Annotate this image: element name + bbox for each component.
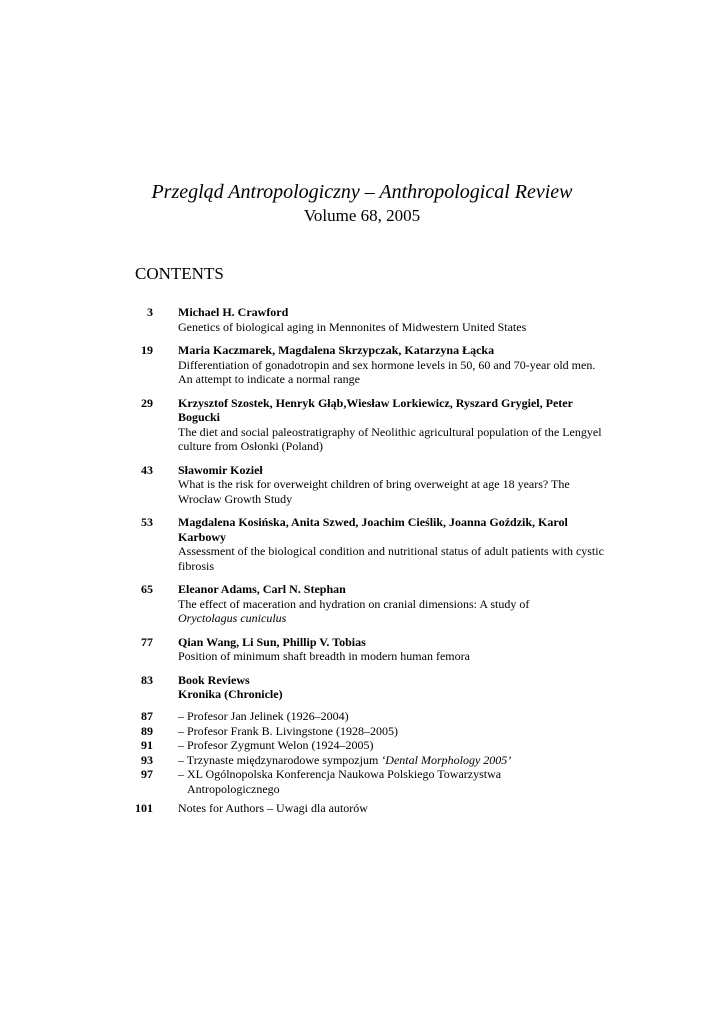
- page-number: 89: [141, 723, 153, 738]
- entry-title: Differentiation of gonadotropin and sex hormone levels in 50, 60 and 70-year old men. An attempt to indicate a normal range: [178, 357, 596, 386]
- contents-list: [0, 305, 724, 696]
- entry-authors: Book Reviews: [178, 672, 250, 687]
- chronicle-text: – Profesor Frank B. Livingstone (1928–2005): [178, 723, 398, 738]
- notes-text: Notes for Authors – Uwagi dla autorów: [178, 801, 368, 815]
- entry-authors: Michael H. Crawford: [178, 305, 289, 319]
- chronicle-list: [0, 709, 724, 796]
- entry-title: The effect of maceration and hydration on cranial dimensions: A study of: [178, 596, 530, 611]
- list-item: [0, 582, 724, 626]
- notes-entry: [0, 801, 724, 816]
- page-number: 91: [141, 738, 153, 752]
- page-number: 3: [147, 305, 153, 319]
- list-item: [0, 635, 724, 664]
- chronicle-text: – Trzynaste międzynarodowe sympozjum: [178, 752, 382, 767]
- page-number: 101: [135, 801, 153, 815]
- journal-title: Przegląd Antropologiczny – Anthropological Review: [151, 181, 573, 203]
- list-item: [0, 396, 724, 454]
- entry-title: Assessment of the biological condition and nutritional status of adult patients with cystic fibrosis: [178, 544, 604, 573]
- list-item: [0, 753, 724, 768]
- volume-info: Volume 68, 2005: [303, 206, 421, 225]
- entry-title: What is the risk for overweight children of bring overweight at age 18 years? The Wrocław Growth Study: [178, 477, 570, 506]
- chronicle-text-continued: Antropologicznego: [187, 781, 280, 796]
- list-item: [0, 724, 724, 739]
- list-item: [0, 738, 724, 753]
- page-number: 65: [141, 582, 153, 596]
- page-number: 97: [141, 767, 153, 781]
- page-number: 77: [141, 634, 153, 649]
- entry-title-italic: Oryctolagus cuniculus: [178, 611, 287, 625]
- page-number: 43: [141, 462, 153, 477]
- chronicle-text: – Profesor Jan Jelinek (1926–2004): [178, 709, 349, 723]
- chronicle-text: – Profesor Zygmunt Welon (1924–2005): [178, 738, 374, 752]
- page-number: 19: [141, 343, 153, 357]
- list-item: [0, 767, 724, 796]
- page-number: 93: [141, 752, 153, 767]
- chronicle-entry: [178, 753, 608, 768]
- list-item: [0, 709, 724, 724]
- list-item: [0, 673, 724, 688]
- chronicle-heading: Kronika (Chronicle): [178, 687, 283, 701]
- entry-authors: Qian Wang, Li Sun, Phillip V. Tobias: [178, 634, 366, 649]
- entry-title: Genetics of biological aging in Mennonites of Midwestern United States: [178, 319, 527, 334]
- page-number: 87: [141, 709, 153, 723]
- entry-authors: Sławomir Kozieł: [178, 462, 263, 477]
- list-item: [0, 305, 724, 334]
- entry-authors: Magdalena Kosińska, Anita Szwed, Joachim Cieślik, Joanna Goździk, Karol Karbowy: [178, 515, 568, 544]
- entry-authors: Krzysztof Szostek, Henryk Głąb,Wiesław Lorkiewicz, Ryszard Grygiel, Peter Bogucki: [178, 395, 573, 424]
- page-number: 83: [141, 672, 153, 687]
- list-item: [0, 515, 724, 573]
- contents-heading: CONTENTS: [135, 264, 224, 283]
- chronicle-text: – XL Ogólnopolska Konferencja Naukowa Polskiego Towarzystwa: [178, 767, 502, 781]
- page-number: 53: [141, 515, 153, 529]
- entry-title: The diet and social paleostratigraphy of Neolithic agricultural population of the Lengyel culture from Osłonki (Poland): [178, 424, 602, 453]
- entry-authors: Eleanor Adams, Carl N. Stephan: [178, 582, 346, 596]
- page-number: 29: [141, 395, 153, 410]
- chronicle-text-italic: ‘Dental Morphology 2005’: [381, 752, 512, 767]
- entry-authors: Maria Kaczmarek, Magdalena Skrzypczak, Katarzyna Łącka: [178, 343, 495, 357]
- list-item: [0, 343, 724, 387]
- list-item: [0, 463, 724, 507]
- entry-title: Position of minimum shaft breadth in modern human femora: [178, 649, 470, 663]
